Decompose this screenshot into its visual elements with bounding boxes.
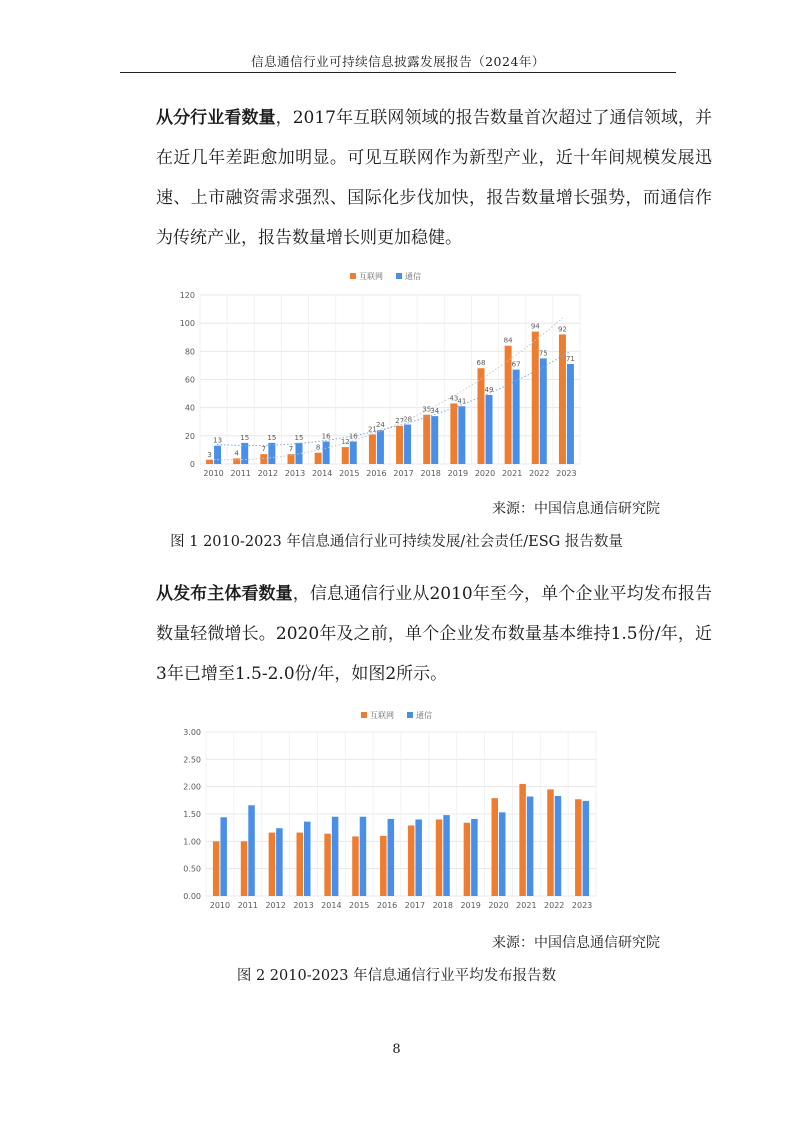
data-label: 15: [294, 433, 304, 442]
x-tick-label: 2012: [257, 469, 279, 478]
figure1-caption: 图 1 2010-2023 年信息通信行业可持续发展/社会责任/ESG 报告数量: [170, 534, 623, 550]
bar-internet: [315, 453, 322, 464]
header-rule: [120, 72, 676, 73]
y-tick-label: 0.50: [183, 864, 201, 874]
bar-internet: [464, 823, 471, 896]
chart-average-reports: [168, 706, 598, 918]
legend-label: 互联网: [370, 711, 394, 720]
bar-telecom: [458, 406, 465, 464]
paragraph-lead: 从分行业看数量: [156, 108, 276, 128]
bar-telecom: [555, 796, 562, 896]
x-tick-label: 2011: [237, 901, 258, 910]
data-label: 94: [530, 322, 540, 331]
data-label: 92: [557, 325, 567, 334]
data-label: 7: [288, 445, 294, 454]
y-tick-label: 20: [184, 431, 195, 441]
y-tick-label: 0: [189, 460, 195, 469]
bar-internet: [505, 346, 512, 464]
bar-telecom: [323, 441, 330, 464]
x-tick-label: 2014: [311, 469, 333, 478]
x-tick-label: 2020: [474, 469, 496, 478]
bar-internet: [519, 784, 526, 896]
bar-internet: [559, 334, 566, 464]
bar-telecom: [304, 822, 311, 896]
y-tick-label: 2.50: [183, 755, 201, 765]
legend-label: 通信: [416, 711, 432, 720]
bar-internet: [297, 833, 304, 896]
bar-internet: [478, 368, 485, 464]
bar-internet: [352, 836, 359, 896]
data-label: 7: [261, 445, 267, 454]
x-tick-label: 2020: [488, 901, 509, 910]
x-tick-label: 2023: [556, 469, 577, 478]
bar-telecom: [486, 395, 493, 464]
bar-internet: [369, 434, 376, 464]
bar-internet: [423, 415, 430, 464]
bar-telecom: [241, 443, 248, 464]
data-label: 43: [449, 394, 459, 403]
data-label: 27: [395, 416, 405, 425]
x-tick-label: 2010: [209, 901, 231, 910]
legend-swatch: [361, 712, 367, 718]
data-label: 4: [234, 449, 239, 458]
bar-internet: [260, 454, 267, 464]
bar-internet: [241, 841, 248, 896]
x-tick-label: 2017: [393, 469, 414, 478]
legend-swatch: [407, 712, 413, 718]
legend-swatch: [396, 273, 402, 279]
bar-internet: [450, 403, 457, 464]
chart-legend: [361, 710, 432, 720]
chart-legend: [350, 271, 421, 281]
bar-telecom: [583, 801, 590, 896]
x-tick-label: 2021: [501, 469, 523, 478]
y-tick-label: 0.00: [183, 892, 201, 901]
bar-telecom: [415, 819, 422, 896]
y-tick-label: 120: [179, 291, 195, 300]
y-tick-label: 3.00: [183, 728, 201, 737]
bar-internet: [436, 819, 443, 896]
data-label: 13: [213, 436, 223, 445]
bar-telecom: [220, 817, 227, 896]
data-label: 15: [240, 433, 250, 442]
bar-internet: [324, 834, 331, 896]
x-tick-label: 2021: [516, 901, 537, 910]
x-tick-label: 2018: [432, 901, 453, 910]
y-tick-label: 40: [184, 403, 195, 413]
paragraph-lead: 从发布主体看数量: [156, 584, 293, 604]
bar-internet: [269, 833, 276, 896]
legend-label: 通信: [405, 272, 421, 281]
data-label: 35: [422, 405, 432, 414]
data-label: 49: [484, 385, 494, 394]
bar-telecom: [404, 425, 411, 464]
bar-internet: [342, 447, 349, 464]
x-tick-label: 2018: [420, 469, 441, 478]
data-label: 24: [375, 421, 385, 430]
data-label: 28: [403, 415, 413, 424]
x-tick-label: 2016: [376, 901, 398, 910]
data-label: 8: [315, 443, 321, 452]
x-tick-label: 2010: [203, 469, 224, 478]
data-label: 12: [340, 438, 350, 447]
x-tick-label: 2016: [366, 469, 387, 478]
bar-telecom: [332, 817, 339, 896]
data-label: 68: [476, 359, 486, 368]
y-tick-label: 1.50: [183, 810, 201, 819]
y-tick-label: 2.00: [183, 782, 201, 792]
data-label: 34: [430, 407, 440, 416]
x-tick-label: 2019: [447, 469, 469, 478]
y-tick-label: 60: [184, 375, 195, 385]
bar-telecom: [567, 364, 574, 464]
chart-report-count: [168, 268, 598, 486]
x-tick-label: 2022: [544, 901, 565, 910]
data-label: 67: [511, 360, 521, 369]
y-tick-label: 80: [184, 347, 195, 357]
bar-telecom: [268, 443, 275, 464]
paragraph-industry-count: [120, 98, 712, 258]
data-label: 15: [267, 433, 277, 442]
bar-internet: [575, 799, 582, 896]
bar-internet: [206, 460, 213, 464]
bar-telecom: [431, 416, 438, 464]
data-label: 16: [348, 432, 358, 441]
data-label: 21: [367, 425, 377, 434]
bar-telecom: [388, 819, 395, 896]
figure2-source: 来源：中国信息通信研究院: [492, 935, 660, 951]
bar-internet: [532, 332, 539, 464]
bar-internet: [396, 426, 403, 464]
y-tick-label: 100: [179, 319, 195, 329]
y-tick-label: 1.00: [183, 837, 201, 847]
x-tick-label: 2019: [460, 901, 481, 910]
paragraph-text: ，2017年互联网领域的报告数量首次超过了通信领域，并在近几年差距愈加明显。可见互联网作为新型产业，近十年间规模发展迅速、上市融资需求强烈、国际化步伐加快，报告数量增长强势，而通信作为传统产业，报告数量增长则更加稳健。: [156, 108, 712, 248]
x-tick-label: 2023: [571, 901, 593, 910]
bar-telecom: [350, 441, 357, 464]
data-label: 16: [321, 432, 331, 441]
figure1-source: 来源：中国信息通信研究院: [492, 501, 660, 517]
bar-telecom: [377, 430, 384, 464]
legend-label: 互联网: [359, 272, 383, 281]
x-tick-label: 2015: [339, 469, 360, 478]
data-label: 3: [207, 450, 212, 459]
data-label: 75: [538, 349, 548, 358]
x-tick-label: 2014: [321, 901, 342, 910]
bar-telecom: [527, 797, 534, 896]
x-tick-label: 2013: [284, 469, 306, 478]
bar-internet: [380, 836, 387, 896]
x-tick-label: 2017: [404, 901, 426, 910]
data-label: 71: [565, 355, 575, 364]
bar-telecom: [443, 815, 450, 896]
x-tick-label: 2022: [529, 469, 550, 478]
bar-telecom: [276, 828, 283, 896]
bar-telecom: [540, 358, 547, 464]
page-number: 8: [392, 1042, 401, 1057]
data-label: 41: [457, 397, 467, 406]
bar-telecom: [360, 817, 367, 896]
bar-telecom: [513, 370, 520, 464]
x-tick-label: 2015: [349, 901, 370, 910]
data-label: 84: [503, 336, 513, 345]
bar-internet: [492, 798, 499, 896]
bar-telecom: [214, 446, 221, 464]
running-header: 信息通信行业可持续信息披露发展报告（2024年）: [251, 54, 545, 69]
bar-internet: [408, 825, 415, 896]
bar-telecom: [471, 819, 478, 896]
paragraph-text: ，信息通信行业从2010年至今，单个企业平均发布报告数量轻微增长。2020年及之前，单个企业发布数量基本维持1.5份/年，近3年已增至1.5-2.0份/年，如图2所示。: [156, 584, 713, 684]
legend-swatch: [350, 273, 356, 279]
x-tick-label: 2011: [230, 469, 251, 478]
bar-telecom: [499, 812, 506, 896]
figure2-caption: 图 2 2010-2023 年信息通信行业平均发布报告数: [236, 968, 557, 984]
paragraph-entity-count: [120, 574, 712, 694]
x-tick-label: 2012: [265, 901, 286, 910]
bar-internet: [547, 789, 554, 896]
bar-internet: [213, 841, 220, 896]
x-tick-label: 2013: [293, 901, 314, 910]
bar-telecom: [248, 805, 255, 896]
